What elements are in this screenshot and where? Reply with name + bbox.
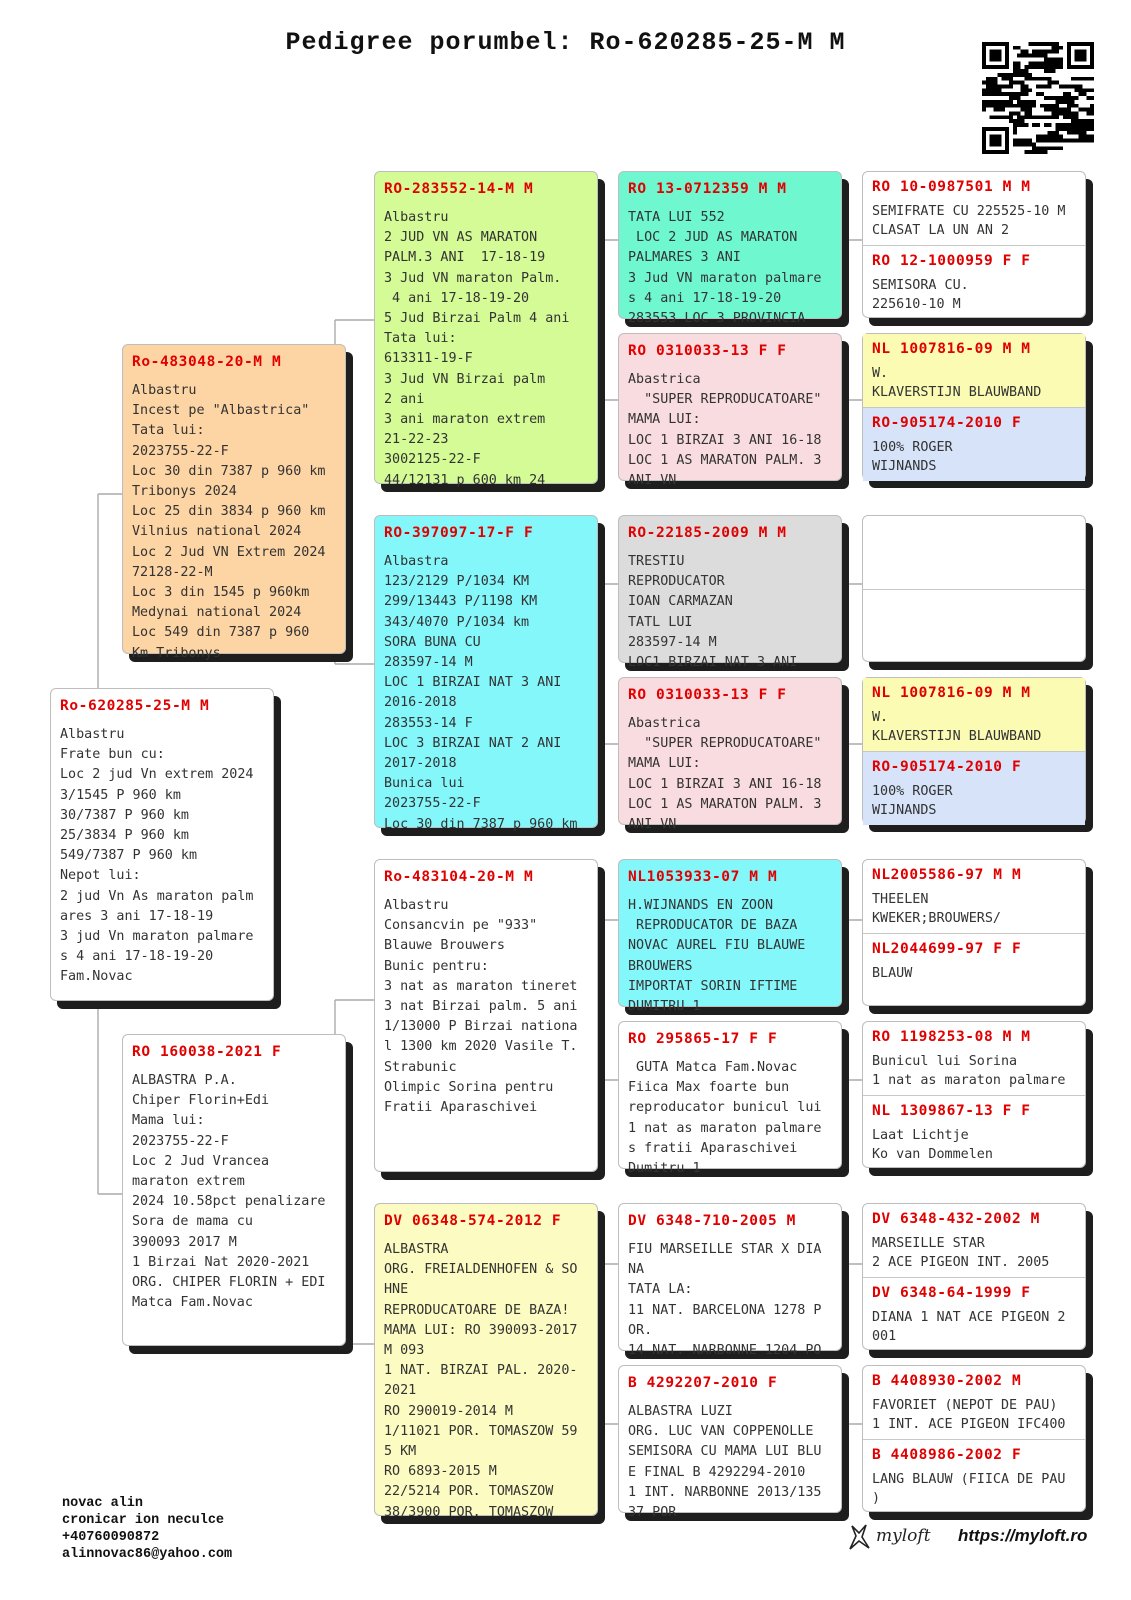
pigeon-card-ffm[interactable] [618,333,842,489]
pigeon-sub-mother[interactable] [863,408,1085,481]
ring-number: NL 1007816-09 M M [872,685,1031,701]
pigeon-description: W. KLAVERSTIJN BLAUWBAND [872,366,1042,400]
pigeon-card-mmm[interactable] [618,1365,842,1521]
ring-number: NL1053933-07 M M [628,869,778,885]
brand-logo-text: myloft [876,1526,931,1546]
pigeon-sub-mother[interactable] [863,1096,1085,1169]
ring-number: RO 12-1000959 F F [872,253,1031,269]
pigeon-card-mff[interactable] [618,859,842,1015]
pigeon-sub-mother[interactable] [863,1440,1085,1513]
pigeon-sub-mother[interactable] [863,752,1085,825]
pigeon-pair-card-6[interactable] [862,1021,1086,1168]
pigeon-pair-card-3[interactable] [862,515,1086,662]
ring-number: RO 1198253-08 M M [872,1029,1031,1045]
pigeon-description: BLAUW [872,966,913,981]
ring-number: NL 1007816-09 M M [872,341,1031,357]
ring-number: RO-397097-17-F F [384,525,534,541]
ring-number: RO-905174-2010 F [872,415,1022,431]
pigeon-card-fff[interactable] [618,171,842,327]
pigeon-card-fm[interactable] [374,515,598,832]
pigeon-card-mf[interactable] [374,859,598,1172]
pigeon-sub-father[interactable] [863,1366,1085,1440]
pigeon-description: Albastru Incest pe "Albastrica" Tata lui: 2023755-22-F Loc 30 din 7387 p 960 km Tribonys 2024 Loc 25 din 3834 p 960 km Vilnius national 2024 Loc 2 Jud VN Extrem 2024 72128-22-M Loc 3 din 1545 p 960km Medynai national 2024 Loc 549 din 7387 p 960 Km Tribonys [132,383,326,661]
pigeon-sub-mother[interactable] [863,1278,1085,1351]
pigeon-sub-mother[interactable] [863,590,1085,663]
pigeon-description: TRESTIU REPRODUCATOR IOAN CARMAZAN TATL LUI 283597-14 M LOC1 BIRZAI NAT 3 ANI [628,554,798,671]
pigeon-description: THEELEN KWEKER;BROUWERS/ [872,892,1001,926]
pigeon-description: SEMIFRATE CU 225525-10 M CLASAT LA UN AN 2 [872,204,1066,238]
ring-number: RO-22185-2009 M M [628,525,787,541]
pigeon-description: W. KLAVERSTIJN BLAUWBAND [872,710,1042,744]
pigeon-pair-card-1[interactable] [862,171,1086,318]
pigeon-description: DIANA 1 NAT ACE PIGEON 2 001 [872,1310,1066,1344]
pigeon-card-mmf[interactable] [618,1203,842,1359]
pigeon-card-mfm[interactable] [618,1021,842,1177]
pigeon-card-mm[interactable] [374,1203,598,1520]
ring-number: B 4408986-2002 F [872,1447,1022,1463]
ring-number: RO 0310033-13 F F [628,687,787,703]
ring-number: RO 0310033-13 F F [628,343,787,359]
pigeon-description: MARSEILLE STAR 2 ACE PIGEON INT. 2005 [872,1236,1050,1270]
pigeon-description: Laat Lichtje Ko van Dommelen [872,1128,993,1162]
pigeon-card-mother[interactable] [122,1034,346,1346]
ring-number: RO 295865-17 F F [628,1031,778,1047]
pigeon-pair-card-7[interactable] [862,1203,1086,1350]
pigeon-description: FAVORIET (NEPOT DE PAU) 1 INT. ACE PIGEON IFC400 [872,1398,1066,1432]
pigeon-sub-father[interactable] [863,172,1085,246]
ring-number: DV 6348-432-2002 M [872,1211,1040,1227]
pigeon-description: Albastru Frate bun cu: Loc 2 jud Vn extrem 2024 3/1545 P 960 km 30/7387 P 960 km 25/3834 P 960 km 549/7387 P 960 km Nepot lui: 2 jud Vn As maraton palm ares 3 ani 17-18-19 3 jud Vn maraton palmare s 4 ani 17-18-19-20 Fam.Novac [60,727,254,985]
pigeon-description: Albastra 123/2129 P/1034 KM 299/13443 P/1198 KM 343/4070 P/1034 km SORA BUNA CU 283597-14 M LOC 1 BIRZAI NAT 3 ANI 2016-2018 283553-14 F LOC 3 BIRZAI NAT 2 ANI 2017-2018 Bunica lui 2023755-22-F Loc 30 din 7387 p 960 km [384,554,578,832]
pigeon-description: H.WIJNANDS EN ZOON REPRODUCATOR DE BAZA NOVAC AUREL FIU BLAUWE BROUWERS IMPORTAT SORIN IFTIME DUMITRU 1 [628,898,806,1015]
pigeon-sub-father[interactable] [863,1022,1085,1096]
pigeon-description: FIU MARSEILLE STAR X DIA NA TATA LA: 11 NAT. BARCELONA 1278 P OR. 14 NAT. NARBONNE 1204 PO [628,1242,822,1359]
pigeon-pair-card-4[interactable] [862,677,1086,824]
page-title: Pedigree porumbel: Ro-620285-25-M M [285,28,846,57]
pigeon-description: Bunicul lui Sorina 1 nat as maraton palmare [872,1054,1066,1088]
ring-number: NL2005586-97 M M [872,867,1022,883]
pigeon-description: 100% ROGER WIJNANDS [872,784,953,818]
pigeon-description: ALBASTRA P.A. Chiper Florin+Edi Mama lui: 2023755-22-F Loc 2 Jud Vrancea maraton extrem 2024 10.58pct penalizare Sora de mama cu 390093 2017 M 1 Birzai Nat 2020-2021 ORG. CHIPER FLORIN + EDI Matca Fam.Novac [132,1073,326,1311]
ring-number: B 4408930-2002 M [872,1373,1022,1389]
pigeon-description: TATA LUI 552 LOC 2 JUD AS MARATON PALMARES 3 ANI 3 Jud VN maraton palmare s 4 ani 17-18-19-20 283553 LOC 3 PROVINCIA [628,210,822,327]
bird-logo-icon [846,1522,872,1552]
ring-number: DV 6348-64-1999 F [872,1285,1031,1301]
owner-contact [62,1495,232,1563]
ring-number: DV 6348-710-2005 M [628,1213,796,1229]
brand-url-link[interactable]: https://myloft.ro [958,1526,1088,1545]
pigeon-sub-mother[interactable] [863,934,1085,1007]
pigeon-card-fmm[interactable] [618,677,842,833]
ring-number: RO 160038-2021 F [132,1044,282,1060]
ring-number: NL 1309867-13 F F [872,1103,1031,1119]
owner-name: novac alin [62,1496,144,1511]
ring-number: RO 13-0712359 M M [628,181,787,197]
pigeon-sub-father[interactable] [863,334,1085,408]
ring-number: B 4292207-2010 F [628,1375,778,1391]
pigeon-description: Abastrica "SUPER REPRODUCATOARE" MAMA LUI: LOC 1 BIRZAI 3 ANI 16-18 LOC 1 AS MARATON PALM. 3 ANI VN [628,372,822,489]
pigeon-sub-father[interactable] [863,860,1085,934]
pigeon-description: Abastrica "SUPER REPRODUCATOARE" MAMA LUI: LOC 1 BIRZAI 3 ANI 16-18 LOC 1 AS MARATON PALM. 3 ANI VN [628,716,822,833]
pigeon-pair-card-2[interactable] [862,333,1086,480]
pigeon-description: LANG BLAUW (FIICA DE PAU ) [872,1472,1066,1506]
ring-number: RO 10-0987501 M M [872,179,1031,195]
ring-number: RO-283552-14-M M [384,181,534,197]
ring-number: NL2044699-97 F F [872,941,1022,957]
pigeon-sub-mother[interactable] [863,246,1085,319]
ring-number: RO-905174-2010 F [872,759,1022,775]
ring-number: DV 06348-574-2012 F [384,1213,562,1229]
pigeon-description: ALBASTRA LUZI ORG. LUC VAN COPPENOLLE SEMISORA CU MAMA LUI BLU E FINAL B 4292294-2010 1 INT. NARBONNE 2013/135 37 POR [628,1404,822,1521]
pigeon-pair-card-8[interactable] [862,1365,1086,1512]
pigeon-sub-father[interactable] [863,1204,1085,1278]
owner-address: cronicar ion neculce [62,1513,225,1528]
owner-email[interactable]: alinnovac86@yahoo.com [62,1547,233,1562]
pigeon-description: Albastru 2 JUD VN AS MARATON PALM.3 ANI 17-18-19 3 Jud VN maraton Palm. 4 ani 17-18-19-20 5 Jud Birzai Palm 4 ani Tata lui: 613311-19-F 3 Jud VN Birzai palm 2 ani 3 ani maraton extrem 21-22-23 3002125-22-F 44/12131 p 600 km 24 [384,210,570,488]
pigeon-sub-father[interactable] [863,678,1085,752]
pigeon-description: ALBASTRA ORG. FREIALDENHOFEN & SO HNE REPRODUCATOARE DE BAZA! MAMA LUI: RO 390093-2017 M 093 1 NAT. BIRZAI PAL. 2020- 2021 RO 290019-2014 M 1/11021 POR. TOMASZOW 59 5 KM RO 6893-2015 M 22/5214 POR. TOMASZOW 38/3900 POR. TOMASZOW [384,1242,578,1520]
myloft-brand[interactable] [846,1522,1096,1558]
pigeon-description: Albastru Consancvin pe "933" Blauwe Brouwers Bunic pentru: 3 nat as maraton tineret 3 nat Birzai palm. 5 ani 1/13000 P Birzai nationa l 1300 km 2020 Vasile T. Strabunic Olimpic Sorina pentru Fratii Aparaschivei [384,898,578,1116]
pigeon-card-fmf[interactable] [618,515,842,671]
pigeon-description: SEMISORA CU. 225610-10 M [872,278,969,312]
owner-phone: +40760090872 [62,1530,160,1545]
pigeon-card-father[interactable] [122,344,346,661]
pigeon-sub-father[interactable] [863,516,1085,590]
ring-number: Ro-620285-25-M M [60,698,210,714]
pigeon-description: 100% ROGER WIJNANDS [872,440,953,474]
ring-number: Ro-483048-20-M M [132,354,282,370]
pigeon-pair-card-5[interactable] [862,859,1086,1006]
pigeon-card-ff[interactable] [374,171,598,488]
ring-number: Ro-483104-20-M M [384,869,534,885]
pigeon-description: GUTA Matca Fam.Novac Fiica Max foarte bun reproducator bunicul lui 1 nat as maraton palmare s fratii Aparaschivei Dumitru 1 [628,1060,822,1177]
pigeon-card-subject[interactable] [50,688,274,1001]
